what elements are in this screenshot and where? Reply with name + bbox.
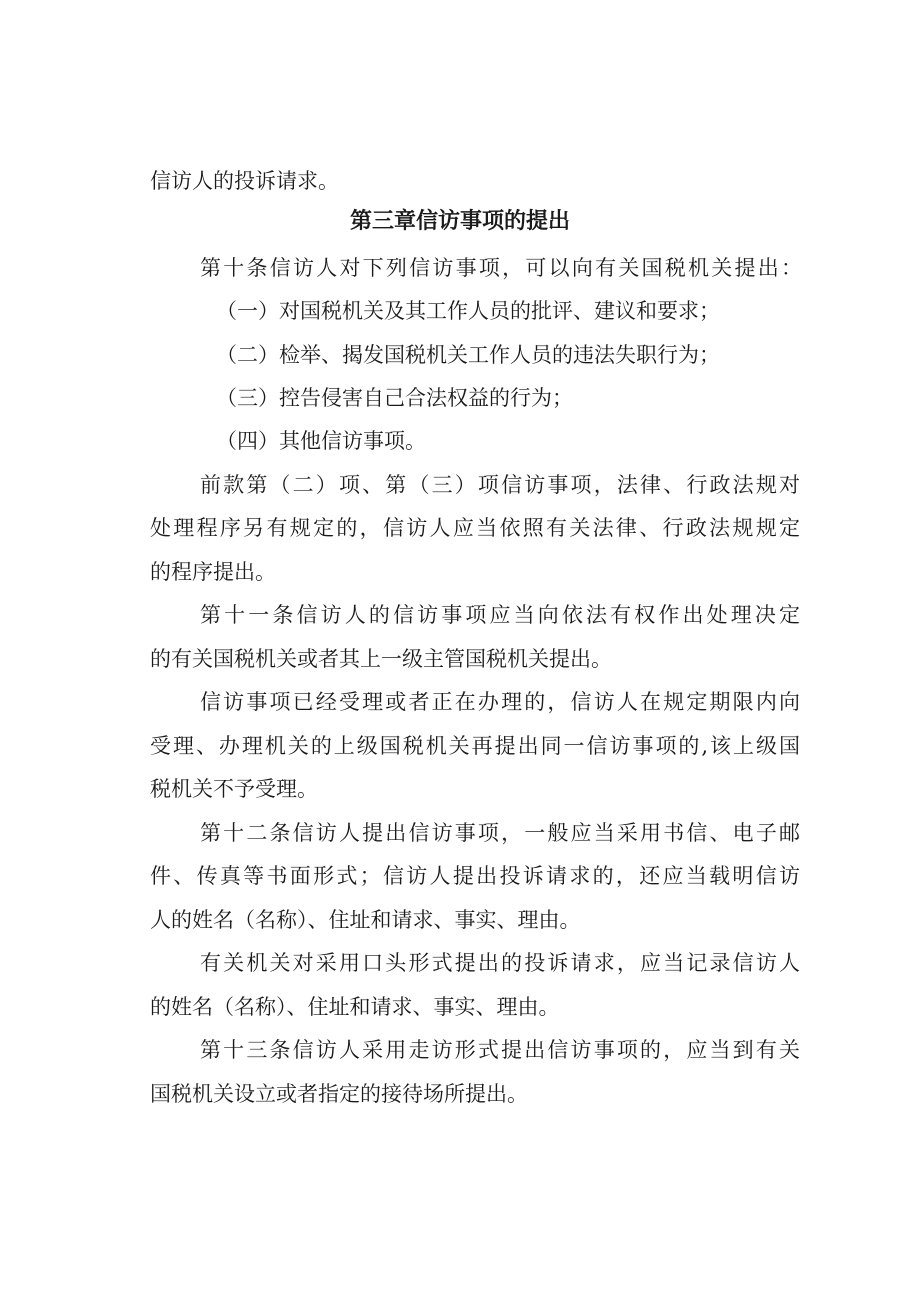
- paragraph-line: 人的姓名（名称）、住址和请求、事实、理由。: [150, 908, 581, 932]
- text-line: 信访人的投诉请求。: [150, 169, 339, 193]
- paragraph-line: 的程序提出。: [150, 560, 276, 584]
- paragraph-line: 的有关国税机关或者其上一级主管国税机关提出。: [150, 647, 612, 671]
- list-item-4: （四）其他信访事项。: [216, 429, 426, 453]
- list-item-1: （一）对国税机关及其工作人员的批评、建议和要求；: [216, 299, 720, 323]
- article-12-line: 第十二条信访人提出信访事项，一般应当采用书信、电子邮: [200, 821, 800, 845]
- paragraph-line: 处理程序另有规定的，信访人应当依照有关法律、行政法规规定: [150, 516, 800, 540]
- paragraph-line: 的姓名（名称）、住址和请求、事实、理由。: [150, 995, 560, 1019]
- article-10-line: 第十条信访人对下列信访事项，可以向有关国税机关提出：: [200, 256, 802, 280]
- chapter-heading: 第三章信访事项的提出: [349, 209, 570, 234]
- paragraph-line: 件、传真等书面形式；信访人提出投诉请求的，还应当载明信访: [150, 864, 800, 888]
- paragraph-line: 受理、办理机关的上级国税机关再提出同一信访事项的,该上级国: [150, 734, 800, 758]
- paragraph-line: 税机关不予受理。: [150, 777, 318, 801]
- list-item-2: （二）检举、揭发国税机关工作人员的违法失职行为；: [216, 343, 720, 367]
- paragraph-line: 信访事项已经受理或者正在办理的，信访人在规定期限内向: [200, 690, 800, 714]
- list-item-3: （三）控告侵害自己合法权益的行为；: [216, 386, 573, 410]
- paragraph-line: 前款第（二）项、第（三）项信访事项，法律、行政法规对: [200, 473, 800, 497]
- article-13-line: 第十三条信访人采用走访形式提出信访事项的，应当到有关: [200, 1038, 800, 1062]
- paragraph-line: 国税机关设立或者指定的接待场所提出。: [150, 1082, 528, 1106]
- paragraph-line: 有关机关对采用口头形式提出的投诉请求，应当记录信访人: [200, 951, 800, 975]
- article-11-line: 第十一条信访人的信访事项应当向依法有权作出处理决定: [200, 603, 800, 627]
